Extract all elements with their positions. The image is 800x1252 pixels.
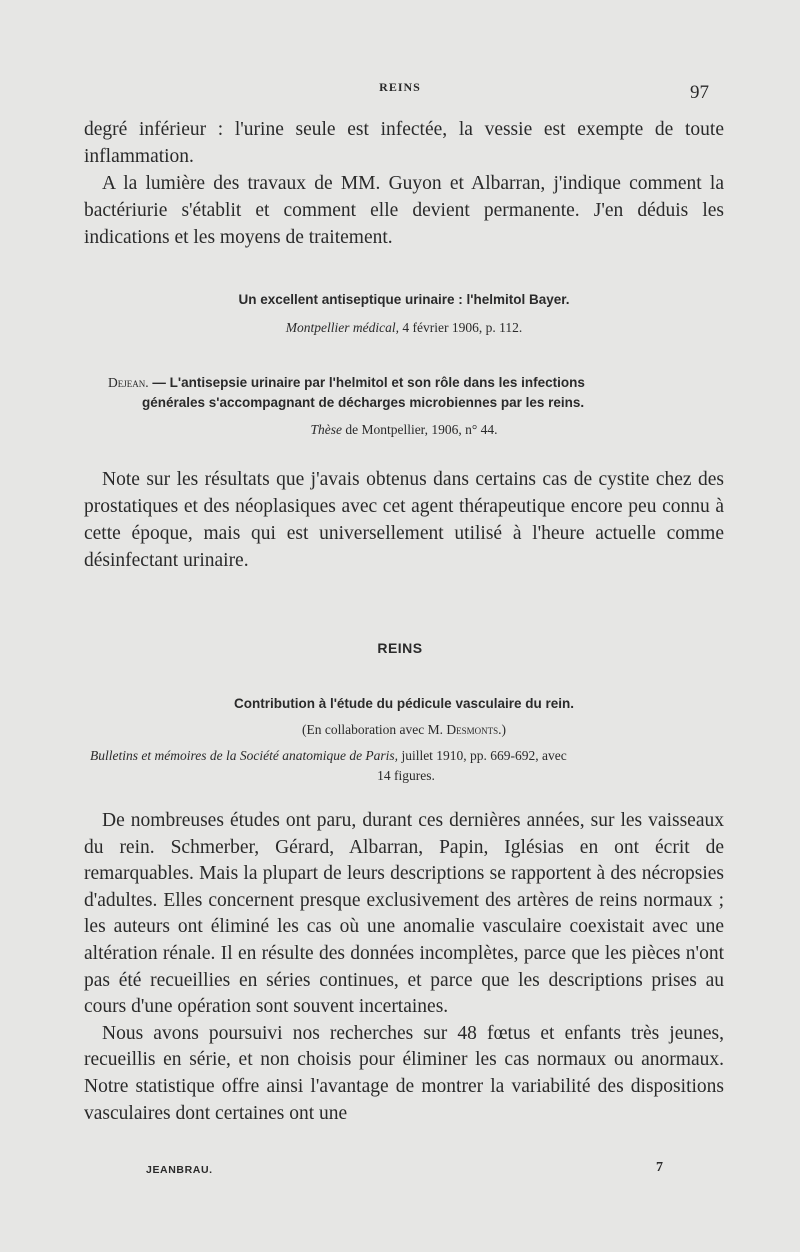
footer-signature: JEANBRAU. — [146, 1164, 213, 1176]
reins-body-text — [84, 808, 724, 1127]
intro-text — [84, 116, 724, 251]
intro-paragraph-1: degré inférieur : l'urine seule est infectée, la vessie est exempte de toute inflammation. — [84, 119, 724, 167]
entry-3-collaboration — [84, 720, 724, 740]
entry-1-citation — [84, 318, 724, 338]
entry-3-collab-prefix: (En collaboration avec M. — [302, 722, 447, 737]
running-head: REINS — [379, 80, 421, 94]
entry-3-citation — [90, 746, 722, 786]
reins-paragraph-1: De nombreuses études ont paru, durant ces dernières années, sur les vaisseaux du rein. Schmerber, Gérard, Albarran, Papin, Iglésias en ont écrit de remarquables. Mais la plupart de leurs descriptions se rapportent à des nécropsies d'adultes. Elles concernent presque exclusivement des artères de reins normaux ; les auteurs ont éliminé les cas où une anomalie vasculaire coexistait avec une altération rénale. Il en résulte des données incomplètes, parce que les pièces n'ont pas été recueillies en séries continues, et parce que les descriptions prises au cours d'une opération sont souvent incertaines. — [84, 810, 724, 1018]
entry-3-details: juillet 1910, pp. 669-692, avec — [398, 748, 567, 763]
note-paragraph: Note sur les résultats que j'avais obtenus dans certains cas de cystite chez des prostatiques et des néoplasiques avec cet agent thérapeutique encore peu connu à cette époque, mais qui est universellement utilisé à l'heure actuelle comme désinfectant urinaire. — [84, 469, 724, 571]
entry-3-collab-suffix: .) — [498, 722, 506, 737]
entry-3-journal: Bulletins et mémoires de la Société anatomique de Paris, — [90, 748, 399, 763]
entry-3-collab-name: Desmonts — [446, 722, 499, 737]
entry-1-title: Un excellent antiseptique urinaire : l'helmitol Bayer. — [238, 292, 570, 307]
section-heading: REINS — [377, 640, 423, 656]
entry-3-figures: 14 figures. — [377, 768, 435, 783]
entry-1-journal: Montpellier médical, — [285, 320, 399, 335]
page-number: 97 — [690, 82, 709, 103]
entry-2-title-line-2: générales s'accompagnant de décharges microbiennes par les reins. — [142, 395, 585, 410]
reins-paragraph-2: Nous avons poursuivi nos recherches sur 48 fœtus et enfants très jeunes, recueillis en série, et non choisis pour éliminer les cas normaux ou anormaux. Notre statistique offre ainsi l'avantage de montrer la variabilité des dispositions vasculaires dont certaines ont une — [84, 1022, 724, 1124]
footer-signature-number: 7 — [656, 1160, 663, 1175]
entry-1-details: 4 février 1906, p. 112. — [402, 320, 523, 335]
entry-2-thesis: Thèse — [310, 422, 342, 437]
entry-2-details: de Montpellier, 1906, n° 44. — [345, 422, 498, 437]
entry-2-title-line-1: — L'antisepsie urinaire par l'helmitol et son rôle dans les infections — [148, 375, 585, 390]
entry-2-author: Dejean. — [108, 375, 149, 390]
entry-2-citation — [84, 420, 724, 440]
note-text — [84, 466, 724, 574]
intro-paragraph-2: A la lumière des travaux de MM. Guyon et Albarran, j'indique comment la bactériurie s'établit et comment elle devient permanente. J'en déduis les indications et les moyens de traitement. — [84, 173, 724, 248]
entry-3-title: Contribution à l'étude du pédicule vasculaire du rein. — [233, 696, 574, 711]
entry-2-title — [108, 373, 720, 413]
